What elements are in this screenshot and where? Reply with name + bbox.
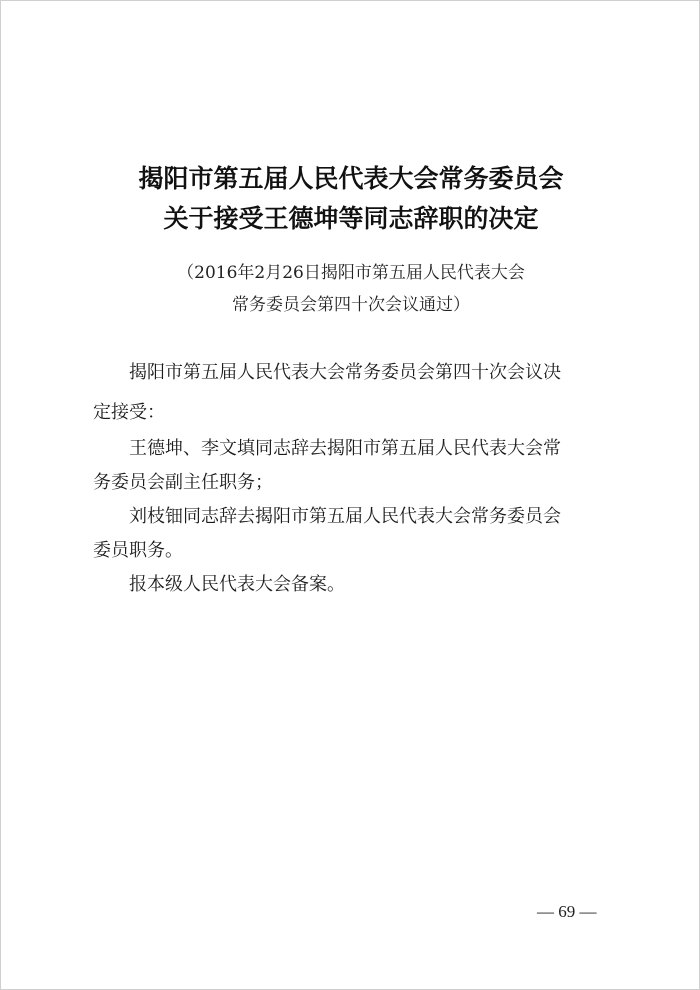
paragraph-2-line-1: 王德坤、李文填同志辞去揭阳市第五届人民代表大会常 (129, 438, 561, 459)
adoption-note-line-1: （2016年2月26日揭阳市第五届人民代表大会 (177, 263, 525, 283)
paragraph-3-line-1: 刘枝钿同志辞去揭阳市第五届人民代表大会常务委员会 (129, 506, 561, 527)
page-number: — 69 — (537, 902, 597, 921)
paragraph-4-line-1: 报本级人民代表大会备案。 (129, 574, 345, 595)
paragraph-3-line-2: 委员职务。 (93, 540, 183, 561)
paragraph-1-line-1: 揭阳市第五届人民代表大会常务委员会第四十次会议决 (129, 362, 561, 383)
adoption-note-line-2: 常务委员会第四十次会议通过） (232, 295, 470, 315)
paragraph-2-line-2: 务委员会副主任职务； (93, 472, 273, 493)
paragraph-1-line-2: 定接受： (93, 402, 165, 423)
document-title-line-1: 揭阳市第五届人民代表大会常务委员会 (138, 164, 564, 193)
document-title-line-2: 关于接受王德坤等同志辞职的决定 (163, 204, 539, 233)
